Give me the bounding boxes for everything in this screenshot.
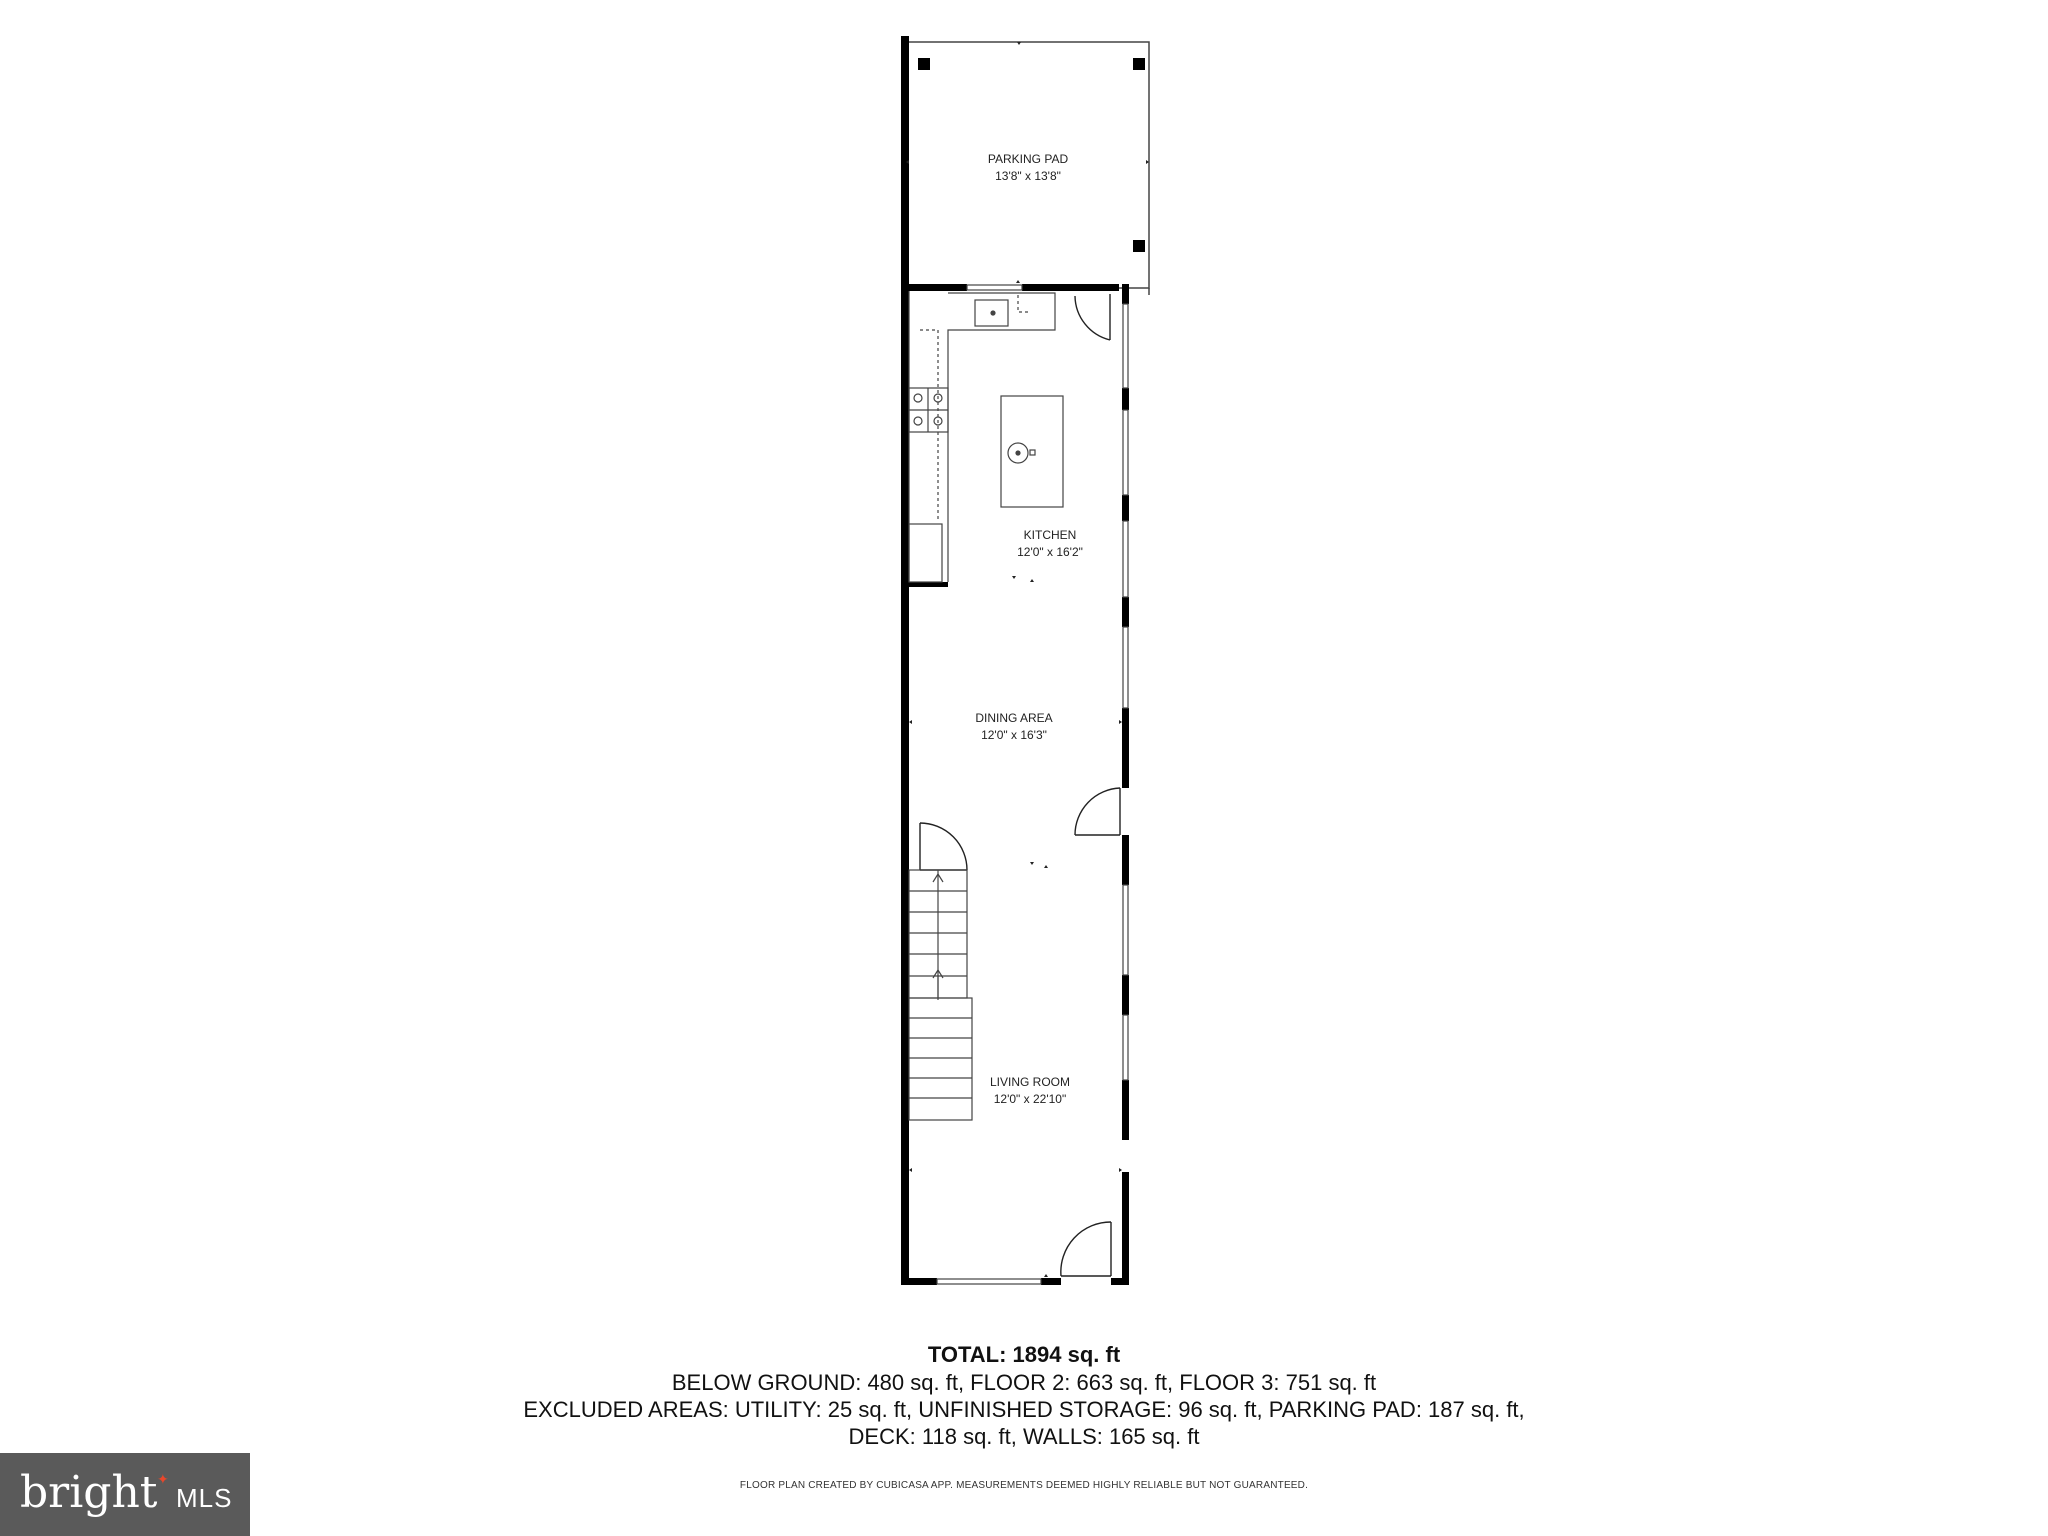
- room-label-kitchen: [1017, 527, 1083, 561]
- total-area: TOTAL: 1894 sq. ft: [927, 1342, 1121, 1367]
- room-label-parking-pad: [988, 151, 1068, 185]
- room-dimensions: 12'0" x 22'10": [993, 1092, 1067, 1106]
- excluded-areas-continued: DECK: 118 sq. ft, WALLS: 165 sq. ft: [848, 1424, 1200, 1449]
- spark-icon: ✦: [157, 1471, 169, 1487]
- room-dimensions: 12'0" x 16'3": [981, 728, 1047, 742]
- logo-suffix: MLS: [176, 1483, 233, 1513]
- bright-mls-logo: [0, 1453, 250, 1536]
- room-name: LIVING ROOM: [989, 1075, 1071, 1089]
- room-dimensions: 13'8" x 13'8": [995, 169, 1061, 183]
- floor-areas: BELOW GROUND: 480 sq. ft, FLOOR 2: 663 sq. ft, FLOOR 3: 751 sq. ft: [671, 1370, 1377, 1395]
- staircase: [909, 870, 972, 1120]
- area-summary: [0, 1341, 2048, 1450]
- windows: [937, 285, 1128, 1284]
- post-marker: [1133, 58, 1145, 70]
- logo-brand: bright: [20, 1467, 158, 1518]
- post-marker: [918, 58, 930, 70]
- disclaimer: FLOOR PLAN CREATED BY CUBICASA APP. MEASUREMENTS DEEMED HIGHLY RELIABLE BUT NOT GUARANTEED.: [739, 1480, 1309, 1491]
- room-label-dining-area: [975, 710, 1052, 744]
- room-name: DINING AREA: [975, 711, 1053, 725]
- room-name: PARKING PAD: [987, 152, 1069, 166]
- room-dimensions: 12'0" x 16'2": [1017, 545, 1083, 559]
- post-marker: [1133, 240, 1145, 252]
- room-name: KITCHEN: [1023, 528, 1077, 542]
- excluded-areas: EXCLUDED AREAS: UTILITY: 25 sq. ft, UNFINISHED STORAGE: 96 sq. ft, PARKING PAD: 187 sq. ft,: [523, 1397, 1525, 1422]
- doors: [920, 294, 1120, 1276]
- room-label-living-room: [990, 1074, 1070, 1108]
